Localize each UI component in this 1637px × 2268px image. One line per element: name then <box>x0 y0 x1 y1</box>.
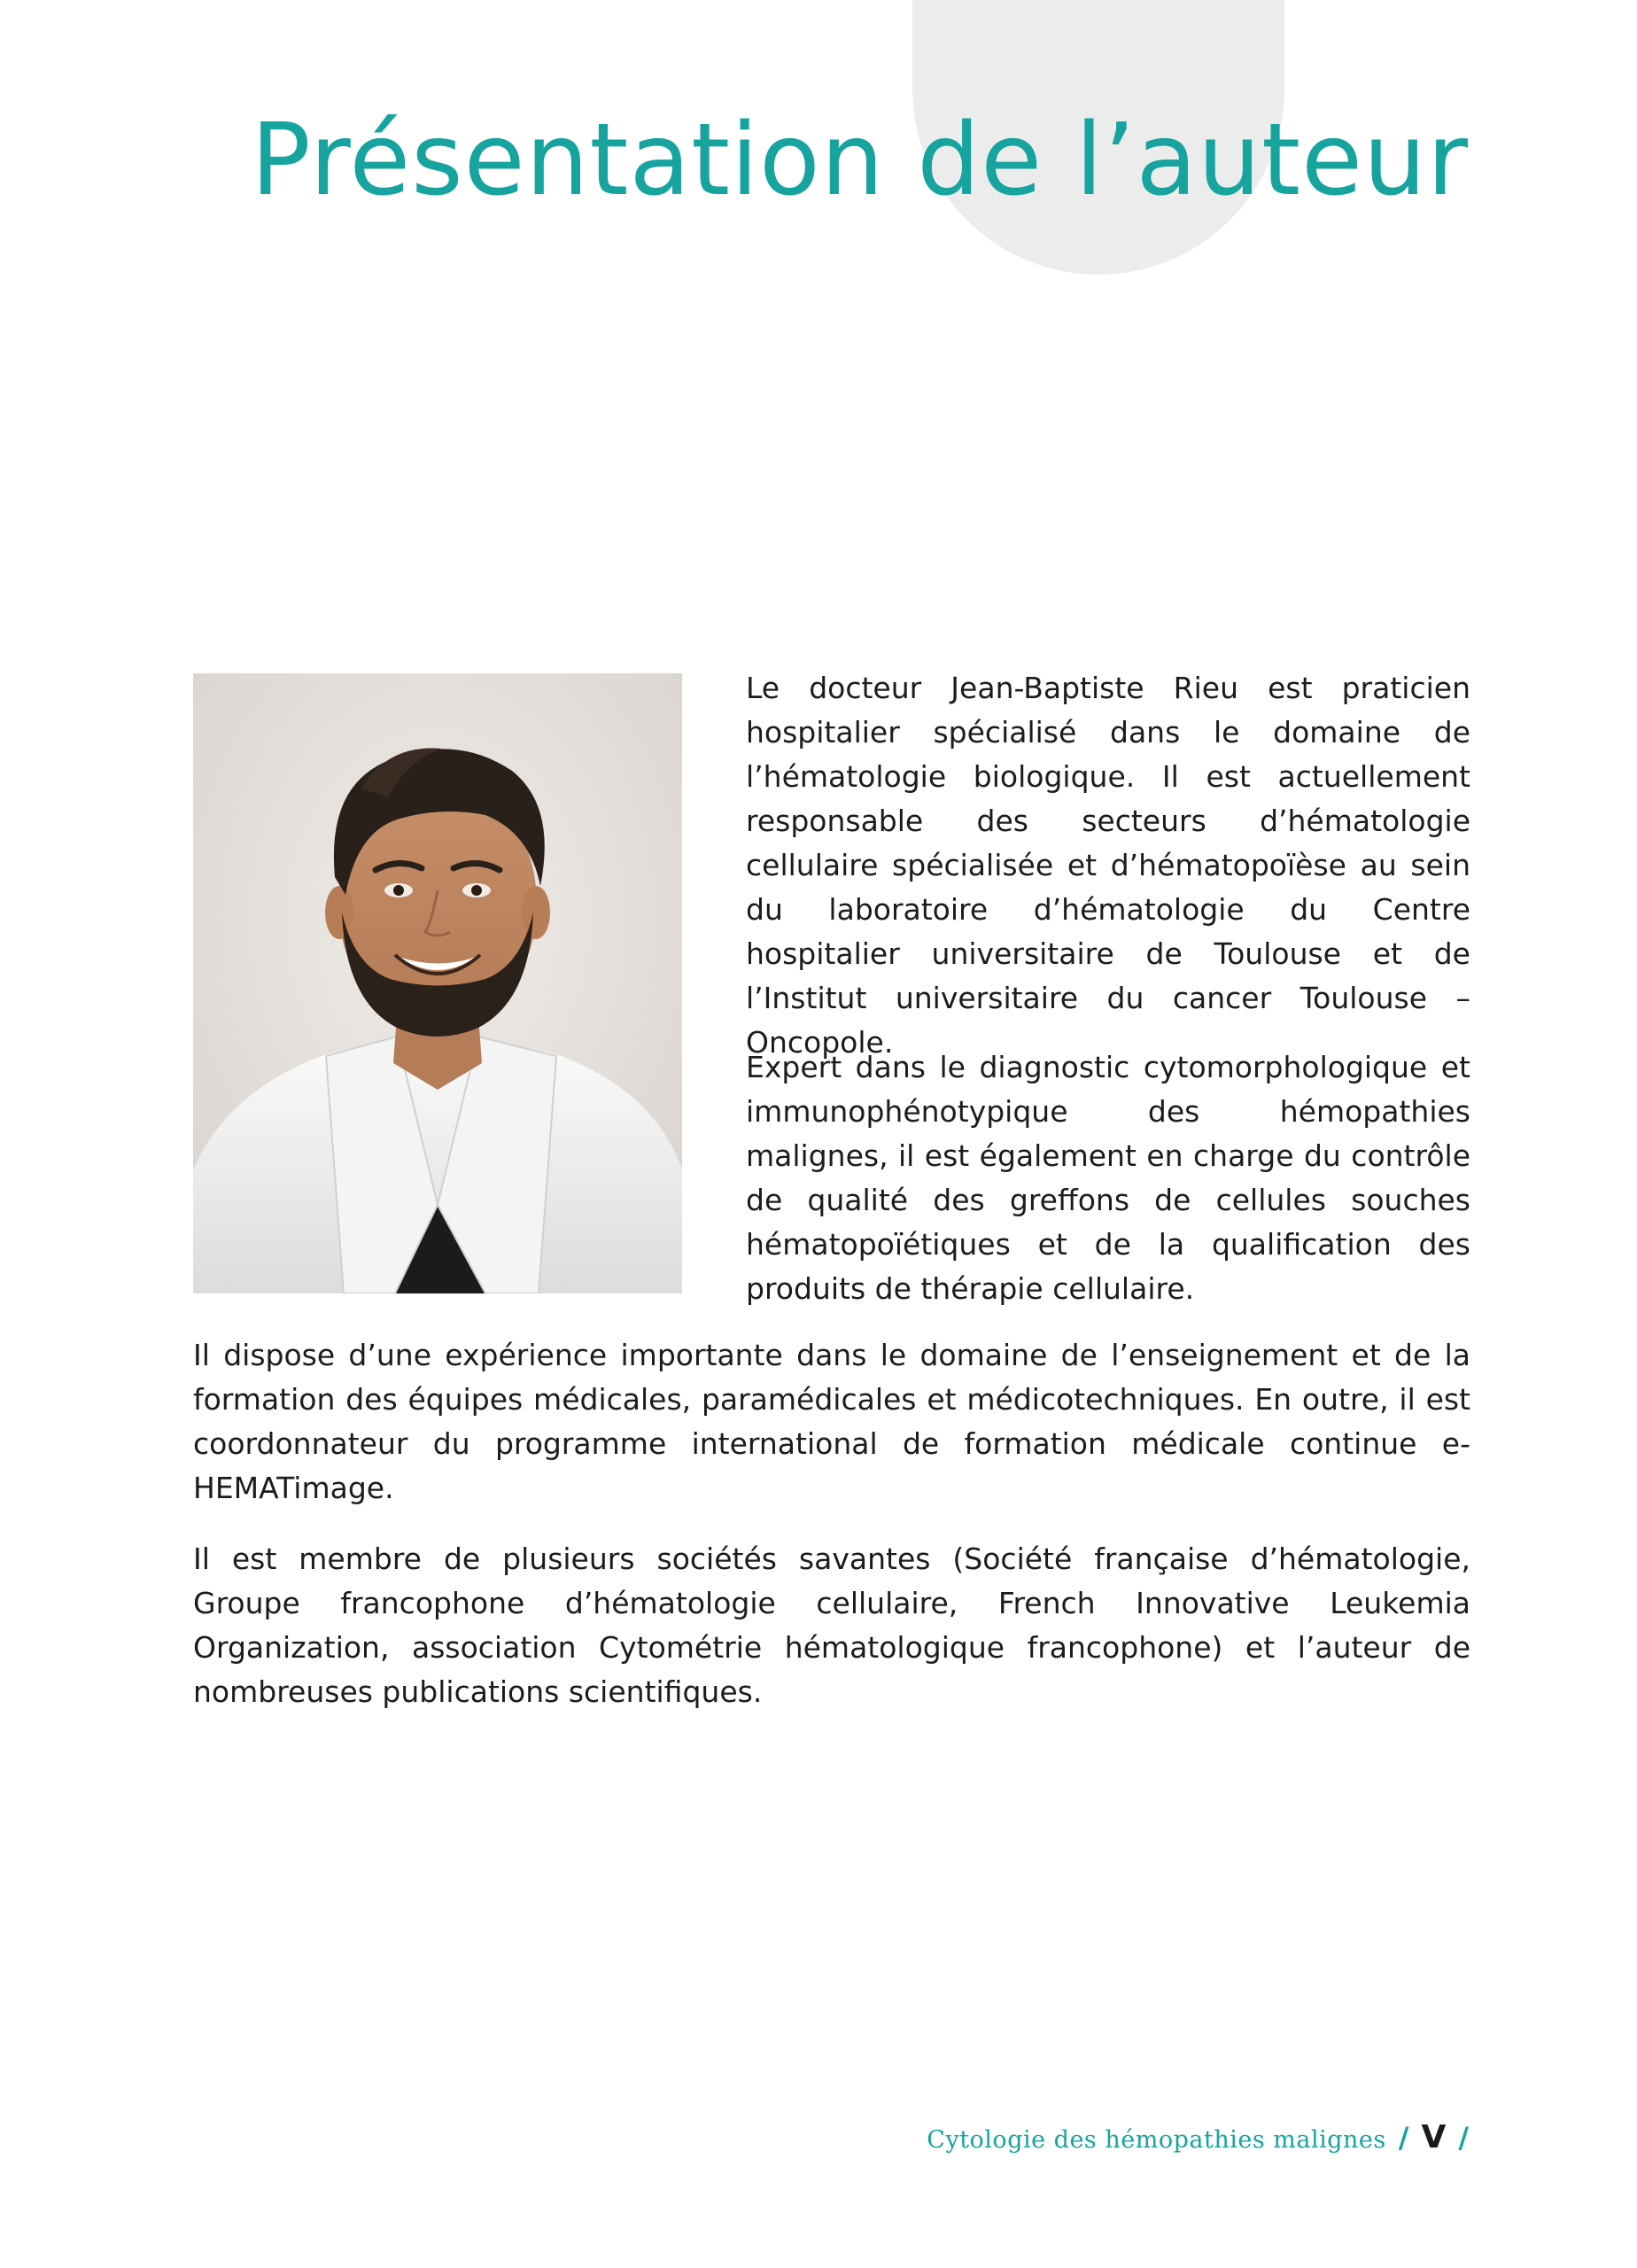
footer-slash-left: / <box>1398 2121 1409 2155</box>
author-photo <box>193 673 682 1293</box>
author-paragraph-2: Expert dans le diagnostic cytomorphologique et immunophénotypique des hémopathies malignes, il est également en charge du contrôle de qualité des greffons de cellules souches hématopoïétiques et de la qualification des produits de thérapie cellulaire. <box>746 1050 1470 1306</box>
running-footer <box>927 2119 1469 2155</box>
footer-slash-right: / <box>1458 2121 1469 2155</box>
author-portrait-icon <box>193 673 682 1293</box>
author-paragraph-1: Le docteur Jean-Baptiste Rieu est praticien hospitalier spécialisé dans le domaine de l’hématologie biologique. Il est actuellement responsable des secteurs d’hématologie cellulaire spécialisée et d’hématopoïèse au sein du laboratoire d’hématologie du Centre hospitalier universitaire de Toulouse et de l’Institut universitaire du cancer Toulouse – Oncopole. <box>746 671 1470 1060</box>
page-title: Présentation de l’auteur <box>251 103 1469 218</box>
author-paragraph-4: Il est membre de plusieurs sociétés savantes (Société française d’hématologie, Groupe francophone d’hématologie cellulaire, French Innovative Leukemia Organization, association Cytométrie hématologique francophone) et l’auteur de nombreuses publications scientifiques. <box>193 1542 1470 1709</box>
footer-book-title: Cytologie des hémopathies malignes <box>927 2126 1386 2154</box>
page-number: V <box>1421 2119 1447 2155</box>
author-paragraph-3: Il dispose d’une expérience importante dans le domaine de l’enseignement et de la formation des équipes médicales, paramédicales et médicotechniques. En outre, il est coordonnateur du programme international de formation médicale continue e-HEMATimage. <box>193 1338 1470 1505</box>
